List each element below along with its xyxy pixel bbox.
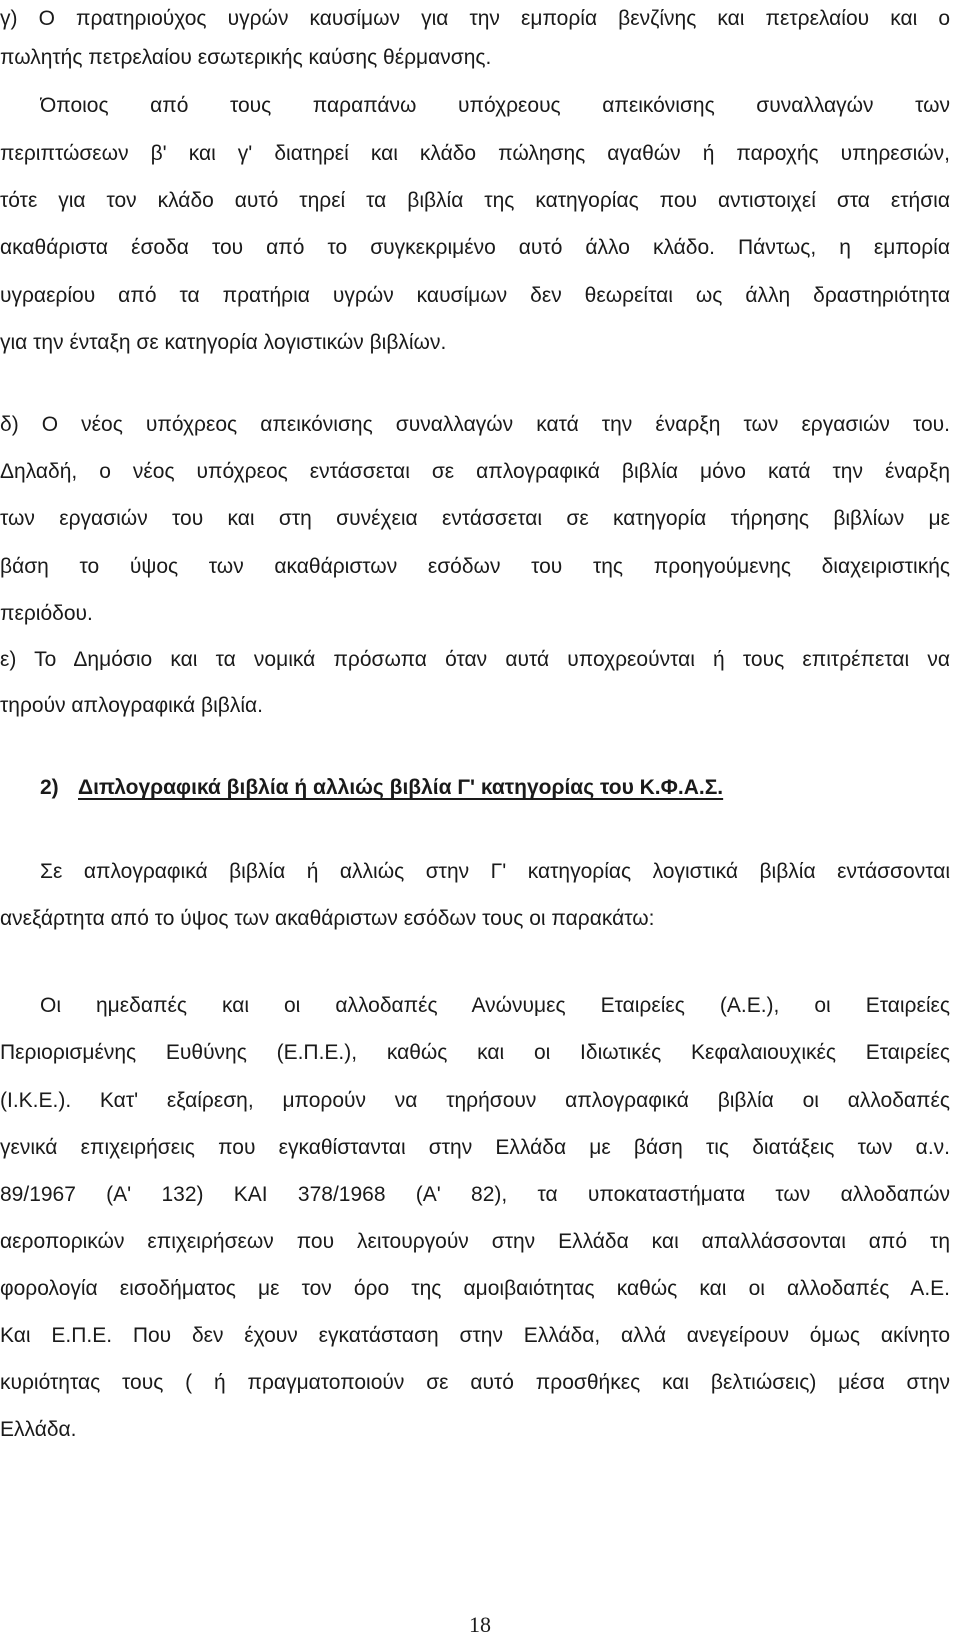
paragraph-line: βάση το ύψος των ακαθάριστων εσόδων του της προηγούμενης διαχειριστικής [0,555,950,578]
paragraph-line: για την ένταξη σε κατηγορία λογιστικών βιβλίων. [0,331,447,354]
paragraph-line: Οι ημεδαπές και οι αλλοδαπές Ανώνυμες Εταιρείες (Α.Ε.), οι Εταιρείες [40,994,950,1017]
section-heading-title: Διπλογραφικά βιβλία ή αλλιώς βιβλία Γ' κατηγορίας του Κ.Φ.Α.Σ. [78,776,724,799]
paragraph-line: περιόδου. [0,602,93,625]
page-number: 18 [469,1612,491,1637]
paragraph-line: των εργασιών του και στη συνέχεια εντάσσεται σε κατηγορία τήρησης βιβλίων με [0,507,950,530]
paragraph-line: φορολογία εισοδήματος με τον όρο της αμοιβαιότητας καθώς και οι αλλοδαπές Α.Ε. [0,1277,950,1300]
section-heading-number: 2) [40,776,59,799]
paragraph-line: κυριότητας τους ( ή πραγματοποιούν σε αυτό προσθήκες και βελτιώσεις) μέσα στην [0,1371,950,1394]
paragraph-line: ανεξάρτητα από το ύψος των ακαθάριστων εσόδων τους οι παρακάτω: [0,907,655,930]
paragraph-line: δ) Ο νέος υπόχρεος απεικόνισης συναλλαγών κατά την έναρξη των εργασιών του. [0,413,950,436]
paragraph-line: 89/1967 (Α' 132) ΚΑΙ 378/1968 (Α' 82), τα υποκαταστήματα των αλλοδαπών [0,1183,950,1206]
paragraph-line: (Ι.Κ.Ε.). Κατ' εξαίρεση, μπορούν να τηρήσουν απλογραφικά βιβλία οι αλλοδαπές [0,1089,950,1112]
paragraph-line: υγραερίου από τα πρατήρια υγρών καυσίμων δεν θεωρείται ως άλλη δραστηριότητα [0,284,950,307]
paragraph-line: περιπτώσεων β' και γ' διατηρεί και κλάδο πώλησης αγαθών ή παροχής υπηρεσιών, [0,142,950,165]
paragraph-line: γ) Ο πρατηριούχος υγρών καυσίμων για την εμπορία βενζίνης και πετρελαίου και ο [0,7,950,30]
paragraph-line: τότε για τον κλάδο αυτό τηρεί τα βιβλία της κατηγορίας που αντιστοιχεί στα ετήσια [0,189,950,212]
paragraph-line: γενικά επιχειρήσεις που εγκαθίστανται στην Ελλάδα με βάση τις διατάξεις των α.ν. [0,1136,950,1159]
paragraph-line: πωλητής πετρελαίου εσωτερικής καύσης θέρμανσης. [0,46,492,69]
section-heading [40,773,950,803]
paragraph-line: Όποιος από τους παραπάνω υπόχρεους απεικόνισης συναλλαγών των [40,94,950,117]
paragraph-line: τηρούν απλογραφικά βιβλία. [0,694,263,717]
paragraph-line: Δηλαδή, ο νέος υπόχρεος εντάσσεται σε απλογραφικά βιβλία μόνο κατά την έναρξη [0,460,950,483]
paragraph-line: Ελλάδα. [0,1418,77,1441]
paragraph-line: αεροπορικών επιχειρήσεων που λειτουργούν στην Ελλάδα και απαλλάσσονται από τη [0,1230,950,1253]
paragraph-line: ε) Το Δημόσιο και τα νομικά πρόσωπα όταν αυτά υποχρεούνται ή τους επιτρέπεται να [0,648,950,671]
paragraph-line: Περιορισμένης Ευθύνης (Ε.Π.Ε.), καθώς και οι Ιδιωτικές Κεφαλαιουχικές Εταιρείες [0,1041,950,1064]
paragraph-line: Σε απλογραφικά βιβλία ή αλλιώς στην Γ' κατηγορίας λογιστικά βιβλία εντάσσονται [40,860,950,883]
paragraph-line: ακαθάριστα έσοδα του από το συγκεκριμένο αυτό άλλο κλάδο. Πάντως, η εμπορία [0,236,950,259]
paragraph-line: Και Ε.Π.Ε. Που δεν έχουν εγκατάσταση στην Ελλάδα, αλλά ανεγείρουν όμως ακίνητο [0,1324,950,1347]
